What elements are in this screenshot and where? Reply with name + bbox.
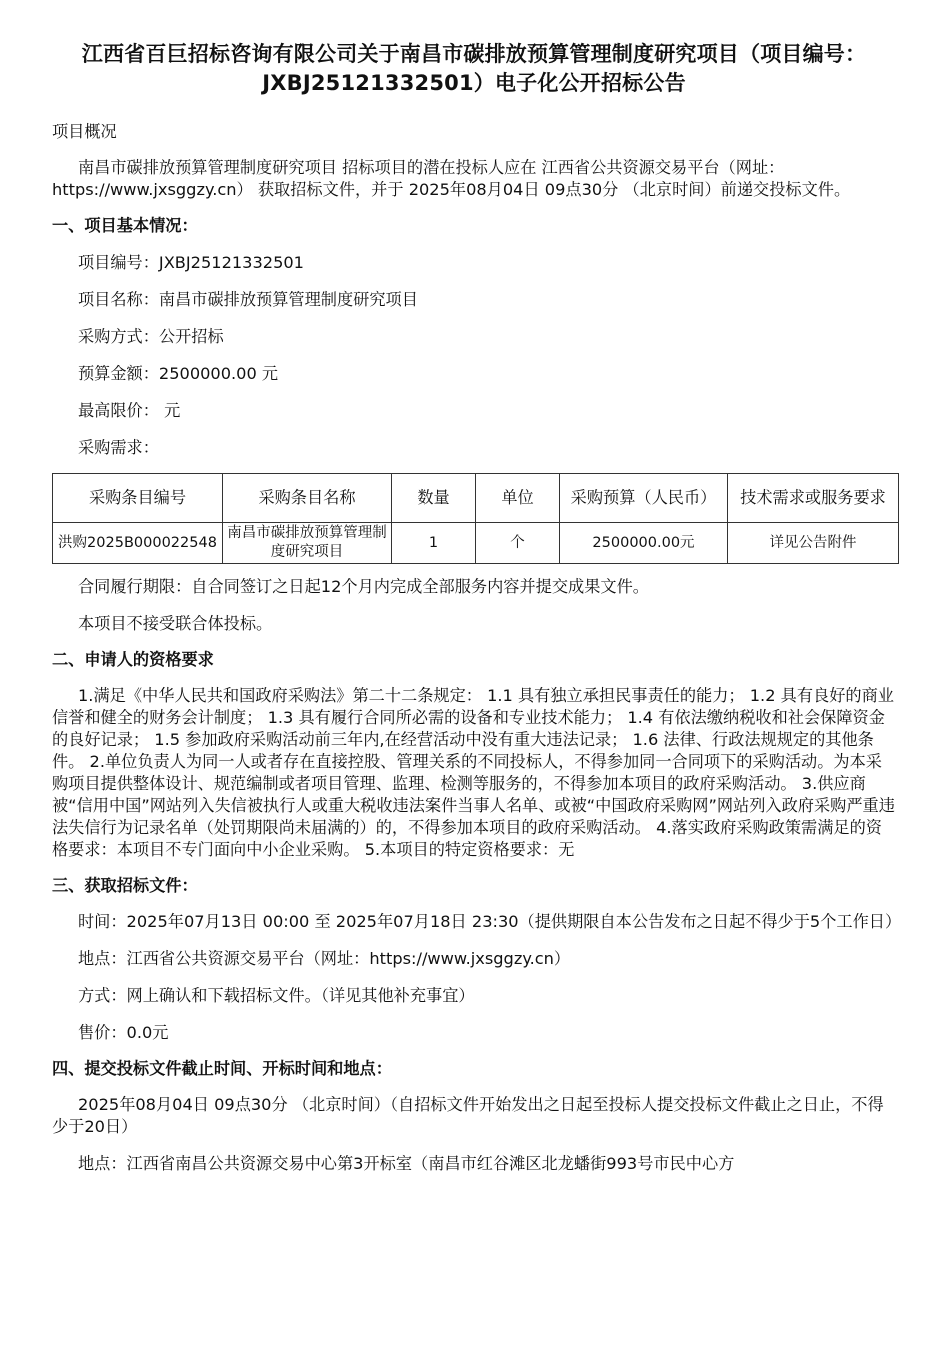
contract-period: 合同履行期限：自合同签订之日起12个月内完成全部服务内容并提交成果文件。 (78, 577, 649, 596)
table-cell: 详见公告附件 (728, 523, 899, 564)
overview-heading: 项目概况 (52, 122, 117, 141)
table-header: 采购条目编号 (53, 474, 223, 523)
section-3-heading: 三、获取招标文件： (52, 876, 198, 895)
document-title: 江西省百巨招标咨询有限公司关于南昌市碳排放预算管理制度研究项目（项目编号：JXBJ25121332501）电子化公开招标公告 (81, 42, 867, 95)
table-header: 采购条目名称 (223, 474, 392, 523)
consortium-note: 本项目不接受联合体投标。 (78, 614, 273, 633)
table-header-row (53, 474, 899, 523)
max-price: 最高限价： 元 (78, 401, 181, 420)
table-header: 技术需求或服务要求 (728, 474, 899, 523)
table-cell: 1 (392, 523, 476, 564)
procurement-table (52, 473, 899, 564)
obtain-time: 时间：2025年07月13日 00:00 至 2025年07月18日 23:30（提供期限自本公告发布之日起不得少于5个工作日） (78, 912, 902, 931)
table-row (53, 523, 899, 564)
submission-deadline: 2025年08月04日 09点30分 （北京时间）（自招标文件开始发出之日起至投标人提交投标文件截止之日止，不得少于20日） (52, 1095, 884, 1136)
table-header: 采购预算（人民币） (560, 474, 728, 523)
obtain-price: 售价：0.0元 (78, 1023, 169, 1042)
table-cell: 洪购2025B000022548 (53, 523, 223, 564)
table-cell: 南昌市碳排放预算管理制度研究项目 (223, 523, 392, 564)
section-2-heading: 二、申请人的资格要求 (52, 650, 214, 669)
obtain-place: 地点：江西省公共资源交易平台（网址：https://www.jxsggzy.cn） (78, 949, 571, 968)
project-number: 项目编号：JXBJ25121332501 (78, 253, 304, 272)
table-cell: 个 (476, 523, 560, 564)
table-header: 数量 (392, 474, 476, 523)
section-4-heading: 四、提交投标文件截止时间、开标时间和地点： (52, 1059, 392, 1078)
table-header: 单位 (476, 474, 560, 523)
project-name: 项目名称：南昌市碳排放预算管理制度研究项目 (78, 290, 418, 309)
overview-text: 南昌市碳排放预算管理制度研究项目 招标项目的潜在投标人应在 江西省公共资源交易平台（网址：https://www.jxsggzy.cn） 获取招标文件，并于 2025年08月04日 09点30分 （北京时间）前递交投标文件。 (52, 158, 851, 199)
table-cell: 2500000.00元 (560, 523, 728, 564)
obtain-way: 方式：网上确认和下载招标文件。（详见其他补充事宜） (78, 986, 475, 1005)
budget-amount: 预算金额：2500000.00 元 (78, 364, 279, 383)
submission-place: 地点：江西省南昌公共资源交易中心第3开标室（南昌市红谷滩区北龙蟠街993号市民中心方 (78, 1154, 735, 1173)
qualification-text: 1.满足《中华人民共和国政府采购法》第二十二条规定： 1.1 具有独立承担民事责任的能力； 1.2 具有良好的商业信誉和健全的财务会计制度； 1.3 具有履行合同所必需的设备和专业技术能力； 1.4 有依法缴纳税收和社会保障资金的良好记录； 1.5 参加政府采购活动前三年内,在经营活动中没有重大违法记录； 1.6 法律、行政法规规定的其他条件。 2.单位负责人为同一人或者存在直接控股、管理关系的不同投标人，不得参加同一合同项下的采购活动。为本采购项目提供整体设计、规范编制或者项目管理、监理、检测等服务的，不得参加本项目的政府采购活动。 3.供应商被“信用中国”网站列入失信被执行人或重大税收违法案件当事人名单、或被“中国政府采购网”网站列入政府采购严重违法失信行为记录名单（处罚期限尚未届满的）的，不得参加本项目的政府采购活动。 4.落实政府采购政策需满足的资格要求：本项目不专门面向中小企业采购。 5.本项目的特定资格要求：无 (52, 686, 895, 859)
section-1-heading: 一、项目基本情况： (52, 216, 198, 235)
requirement-label: 采购需求： (78, 438, 159, 457)
procurement-method: 采购方式：公开招标 (78, 327, 224, 346)
